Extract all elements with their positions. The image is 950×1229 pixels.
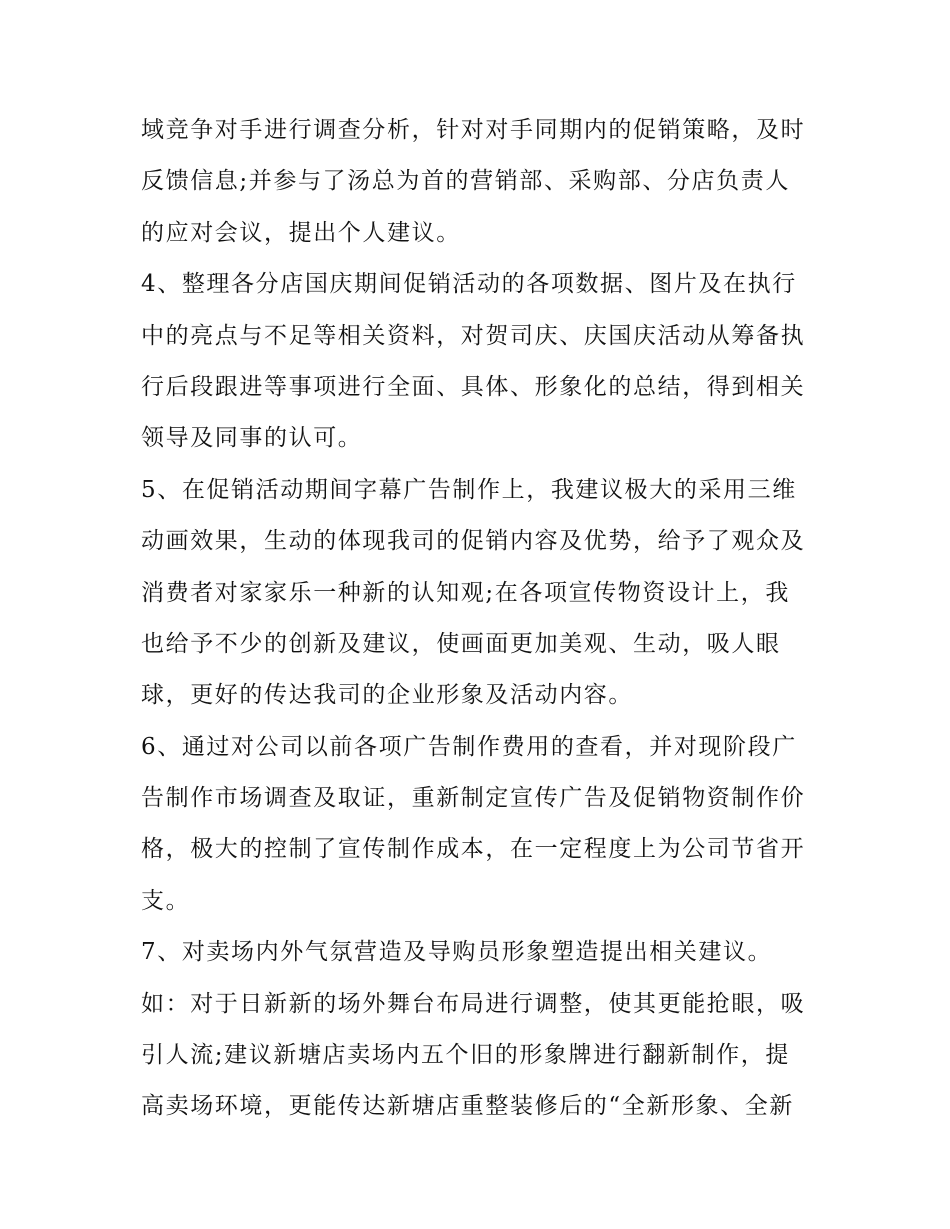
text-line-16: 支。: [141, 887, 191, 914]
text-line-13: 6、通过对公司以前各项广告制作费用的查看，并对现阶段广: [141, 733, 797, 760]
text-line-11: 也给予不少的创新及建议，使画面更加美观、生动，吸人眼: [141, 630, 781, 657]
text-line-20: 高卖场环境，更能传达新塘店重整装修后的“全新形象、全新: [141, 1093, 794, 1120]
text-line-5: 中的亮点与不足等相关资料，对贺司庆、庆国庆活动从筹备执: [141, 322, 806, 349]
text-line-19: 引人流;建议新塘店卖场内五个旧的形象牌进行翻新制作，提: [141, 1042, 790, 1069]
text-line-14: 告制作市场调查及取证，重新制定宣传广告及促销物资制作价: [141, 785, 806, 812]
text-line-1: 域竞争对手进行调查分析，针对对手同期内的促销策略，及时: [141, 117, 806, 143]
text-line-8: 5、在促销活动期间字幕广告制作上，我建议极大的采用三维: [141, 476, 797, 503]
text-line-4: 4、整理各分店国庆期间促销活动的各项数据、图片及在执行: [141, 271, 797, 298]
text-line-15: 格，极大的控制了宣传制作成本，在一定程度上为公司节省开: [141, 836, 806, 863]
text-line-10: 消费者对家家乐一种新的认知观;在各项宣传物资设计上，我: [141, 579, 790, 606]
text-line-6: 行后段跟进等事项进行全面、具体、形象化的总结，得到相关: [141, 373, 806, 400]
text-line-2: 反馈信息;并参与了汤总为首的营销部、采购部、分店负责人: [141, 168, 790, 195]
text-line-12: 球，更好的传达我司的企业形象及活动内容。: [141, 682, 633, 709]
text-line-18: 如：对于日新新的场外舞台布局进行调整，使其更能抢眼，吸: [141, 990, 806, 1017]
text-line-9: 动画效果，生动的体现我司的促销内容及优势，给予了观众及: [141, 528, 806, 555]
text-line-17: 7、对卖场内外气氛营造及导购员形象塑造提出相关建议。: [141, 939, 773, 966]
text-line-7: 领导及同事的认可。: [141, 425, 363, 452]
document-body: [141, 105, 831, 1133]
text-line-3: 的应对会议，提出个人建议。: [141, 219, 461, 246]
